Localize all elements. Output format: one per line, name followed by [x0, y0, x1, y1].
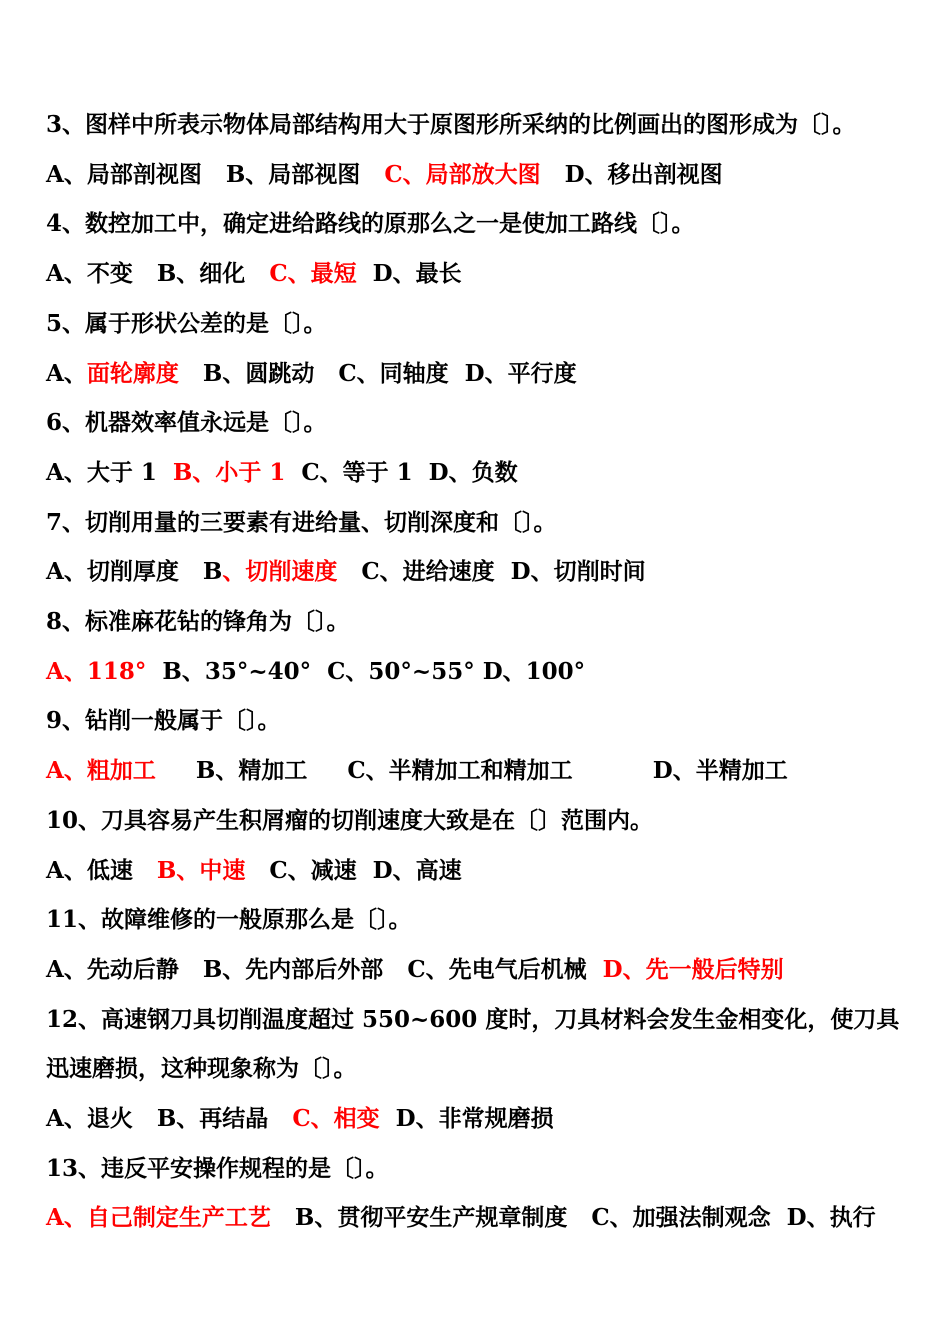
- text-line: [46, 1154, 389, 1184]
- answer-text: C、局部放大图: [384, 160, 541, 188]
- answer-text: A、自己制定生产工艺: [46, 1204, 271, 1232]
- text-line: [46, 557, 646, 587]
- text-segment: 9、钻削一般属于〔〕。: [46, 707, 281, 735]
- text-segment: 4、数控加工中，确定进给路线的原那么之一是使加工路线〔〕。: [46, 210, 695, 238]
- text-line: [46, 309, 327, 339]
- text-line: [46, 160, 723, 190]
- text-line: [46, 706, 281, 736]
- text-segment: A、低速: [46, 856, 157, 884]
- text-line: [46, 359, 577, 389]
- text-segment: B、贯彻平安生产规章制度 C、加强法制观念 D、执行: [270, 1204, 876, 1232]
- answer-text: C、相变: [292, 1105, 380, 1132]
- text-segment: C、进给速度 D、切削时间: [337, 558, 646, 586]
- text-line: [46, 458, 518, 488]
- text-segment: B、圆跳动 C、同轴度 D、平行度: [178, 359, 577, 387]
- text-segment: D、最长: [356, 260, 462, 288]
- text-segment: A、不变 B、细化: [46, 260, 270, 288]
- text-line: [46, 1005, 899, 1035]
- text-segment: 11、故障维修的一般原那么是〔〕。: [46, 906, 412, 934]
- text-segment: 5、属于形状公差的是〔〕。: [46, 309, 327, 337]
- text-segment: A、局部剖视图 B、局部视图: [46, 160, 385, 188]
- text-segment: 10、刀具容易产生积屑瘤的切削速度大致是在〔〕范围内。: [46, 806, 654, 834]
- answer-text: 面轮廓度: [86, 359, 179, 387]
- answer-text: B、小于 1: [172, 458, 286, 486]
- text-segment: B、35°~40° C、50°~55° D、100°: [146, 657, 586, 685]
- text-segment: 8、标准麻花钻的锋角为〔〕。: [46, 608, 350, 635]
- text-segment: A、先动后静 B、先内部后外部 C、先电气后机械: [46, 955, 603, 983]
- text-segment: D、非常规磨损: [379, 1105, 554, 1132]
- text-segment: A、退火 B、再结晶: [46, 1105, 293, 1132]
- text-segment: A、: [46, 359, 87, 387]
- text-segment: 6、机器效率值永远是〔〕。: [46, 409, 327, 437]
- answer-text: A、118°: [46, 657, 147, 685]
- text-segment: C、等于 1 D、负数: [285, 458, 518, 486]
- text-line: [46, 905, 412, 935]
- text-line: [46, 259, 462, 289]
- text-segment: 13、违反平安操作规程的是〔〕。: [46, 1154, 389, 1182]
- text-segment: 迅速磨损，这种现象称为〔〕。: [46, 1055, 357, 1083]
- text-line: [46, 856, 462, 886]
- answer-text: 、切削速度: [222, 558, 338, 586]
- text-line: [46, 1054, 357, 1084]
- text-line: [46, 607, 350, 637]
- text-line: [46, 1203, 876, 1233]
- text-segment: A、大于 1: [46, 458, 173, 486]
- text-line: [46, 110, 856, 140]
- text-line: [46, 756, 788, 786]
- answer-text: B、中速: [156, 856, 246, 884]
- text-line: [46, 209, 695, 239]
- text-segment: 3、图样中所表示物体局部结构用大于原图形所采纳的比例画出的图形成为〔〕。: [46, 111, 856, 138]
- text-segment: A、切削厚度 B: [46, 558, 223, 586]
- text-segment: C、减速 D、高速: [245, 856, 462, 884]
- text-line: [46, 955, 784, 985]
- text-line: [46, 657, 585, 687]
- answer-text: C、最短: [269, 260, 357, 288]
- text-line: [46, 508, 557, 538]
- text-line: [46, 1104, 554, 1134]
- answer-text: D、先一般后特别: [602, 955, 784, 983]
- text-line: [46, 806, 653, 836]
- text-segment: B、精加工 C、半精加工和精加工 D、半精加工: [155, 757, 788, 785]
- text-segment: 7、切削用量的三要素有进给量、切削深度和〔〕。: [46, 508, 557, 536]
- text-line: [46, 408, 327, 438]
- answer-text: A、粗加工: [46, 757, 156, 785]
- text-segment: D、移出剖视图: [540, 160, 723, 188]
- text-segment: 12、高速钢刀具切削温度超过 550~600 度时，刀具材料会发生金相变化，使刀具: [46, 1005, 900, 1033]
